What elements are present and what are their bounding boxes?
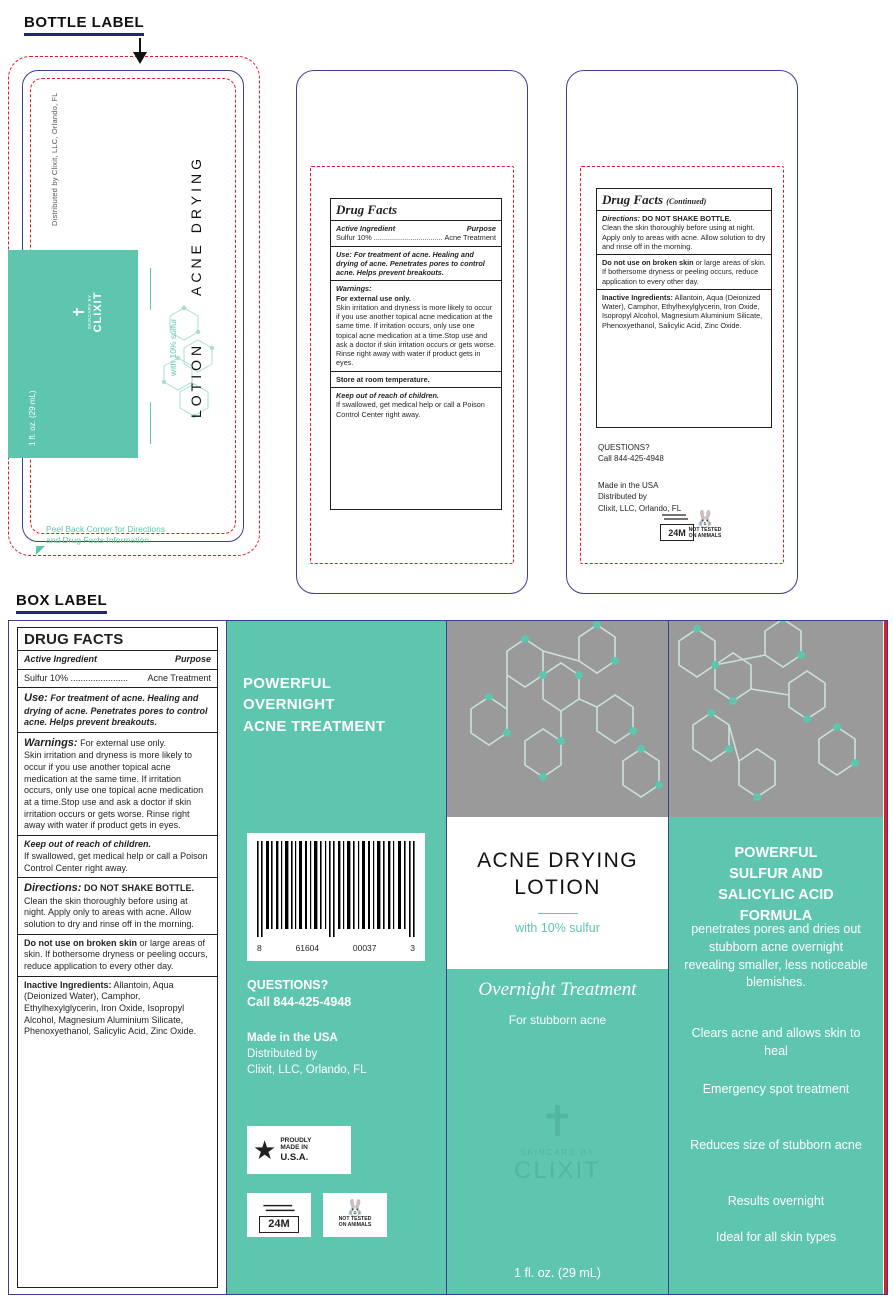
box-use-section	[18, 688, 217, 733]
usa-badge-line-3: U.S.A.	[280, 1152, 309, 1164]
drug-facts-continued-title-main: Drug Facts	[602, 192, 664, 207]
keep-out-text: If swallowed, get medical help or call a Poison Control Center right away.	[336, 400, 485, 419]
active-ingredient-value: Sulfur 10% ..................................	[336, 233, 443, 243]
barcode-digit-right: 3	[410, 943, 415, 953]
box-distributed-line: Distributed by	[247, 1047, 318, 1060]
bottle-distributed-line: Distributed by	[598, 492, 647, 502]
box-benefits-headline-4: FORMULA	[739, 908, 813, 925]
directions-bold: DO NOT SHAKE BOTTLE.	[640, 214, 732, 223]
bottle-label-heading: BOTTLE LABEL	[24, 14, 144, 36]
active-ingredient-label: Active Ingredient	[336, 224, 396, 233]
box-questions-label: QUESTIONS?	[247, 978, 329, 992]
barcode-digit-group-1: 61604	[295, 943, 320, 953]
box-active-ingredient	[18, 651, 217, 670]
peel-line-2: and Drug Facts Information	[46, 535, 149, 546]
box-warnings-text: Skin irritation and dryness is more likely to occur if you use another topical acne medication at the same time. If irritation occurs, only use one topical acne medication at a time.Stop use and ask a doctor if skin irritation occurs or gets worse. Rinse right away with water if product gets in eyes.	[24, 750, 204, 831]
box-drug-facts-box	[17, 627, 218, 1288]
bottle-drug-facts-continued-box	[596, 188, 772, 428]
bunny-line-1: NOT TESTED	[688, 527, 722, 533]
box-benefits-panel	[669, 621, 883, 1294]
box-front-panel	[447, 621, 669, 1294]
bunny-glyph-icon: 🐰	[695, 511, 715, 528]
box-bunny-line-1: NOT TESTED	[338, 1216, 372, 1223]
box-period-after-opening-icon	[247, 1193, 311, 1237]
peel-line-1: Peel Back Corner for Directions	[46, 524, 166, 534]
box-warnings-heading: Warnings:	[24, 737, 78, 750]
warnings-text: Skin irritation and dryness is more likely to occur if you use another topical acne medication at the same time. If irritation occurs, only use one topical acne medication at a time.Stop use and ask a doctor if skin irritation occurs or gets worse. Rinse right away with water if product gets in eyes.	[336, 302, 496, 368]
box-keep-out-heading: Keep out of reach of children.	[24, 839, 152, 850]
box-benefits-headline-2: SULFUR AND	[729, 866, 823, 883]
box-keep-out-text: If swallowed, get medical help or call a Poison Control Center right away.	[24, 850, 208, 873]
drug-facts-keep-out	[331, 388, 501, 422]
box-do-not-use-section	[18, 935, 217, 977]
box-benefits-headline	[669, 843, 883, 927]
box-front-logo-name: CLIXIT	[514, 1157, 601, 1184]
box-panels-group	[8, 620, 888, 1295]
drug-facts-warnings	[331, 281, 501, 371]
box-front-overnight-text: Overnight Treatment	[478, 979, 637, 1000]
period-after-opening-24m-icon: 24M	[660, 524, 694, 541]
warnings-heading: Warnings:	[336, 284, 372, 294]
box-bunny-line-2: ON ANIMALS	[338, 1222, 372, 1228]
barcode-digits	[255, 943, 417, 953]
box-purpose-value: Acne Treatment	[147, 672, 211, 683]
box-warnings-section	[18, 733, 217, 836]
inactive-heading: Inactive Ingredients:	[602, 292, 673, 302]
inactive-text: Allantoin, Aqua (Deionized Water), Camphor, Ethylhexylglycerin, Iron Oxide, Isopropyl Alcohol, Magnesium Aluminium Silicate, Phenoxyethanol, Salicylic Acid, Zinc Oxide.	[602, 292, 763, 330]
box-active-ingredient-value-row	[18, 670, 217, 689]
drug-facts-use	[331, 247, 501, 282]
box-directions-heading: Directions:	[24, 882, 82, 895]
jar-lid-icon	[261, 1202, 297, 1214]
box-panel2-headline-2: OVERNIGHT	[243, 696, 335, 714]
box-purpose-label: Purpose	[174, 654, 211, 664]
peel-corner-icon	[36, 546, 45, 555]
barcode-digit-left: 8	[257, 943, 262, 953]
box-benefits-molecule-art	[669, 621, 883, 817]
peel-arrow-icon	[133, 52, 147, 64]
drug-facts-do-not-use	[597, 255, 771, 290]
box-front-divider	[538, 913, 578, 914]
drug-facts-storage	[331, 372, 501, 388]
box-made-line: Made in the USA	[247, 1032, 338, 1044]
box-benefit-item-5: Ideal for all skin types	[715, 1230, 837, 1244]
bottle-questions-label: QUESTIONS?	[598, 443, 650, 452]
molecule-art-icon	[447, 621, 668, 817]
bottle-front-overnight-text: Overnight Treatment	[38, 129, 53, 246]
box-benefits-description: penetrates pores and dries out stubborn acne overnight revealing smaller, less noticeable blemishes.	[684, 922, 868, 990]
box-use-heading: Use:	[24, 692, 48, 705]
drug-facts-active-ingredient	[331, 221, 501, 247]
box-panel2-headline	[243, 673, 385, 737]
made-in-usa-text	[280, 1137, 311, 1164]
do-not-use-heading: Do not use on broken skin	[602, 258, 694, 268]
box-questions-block	[247, 977, 351, 1011]
box-front-logo	[447, 1098, 668, 1185]
bottle-front-net-contents: 1 fl. oz. (29 mL)	[28, 390, 37, 446]
bottle-front-logo-sub: SKINCARE BY	[87, 294, 92, 330]
directions-heading: Directions:	[602, 214, 641, 223]
keep-out-heading: Keep out of reach of children.	[336, 390, 439, 400]
box-warnings-sub: For external use only.	[77, 738, 166, 749]
box-active-ingredient-label: Active Ingredient	[24, 654, 98, 664]
box-label-heading: BOX LABEL	[16, 592, 107, 614]
box-inactive-heading: Inactive Ingredients:	[24, 979, 112, 990]
box-directions-section	[18, 878, 217, 934]
box-use-text: For treatment of acne. Healing and drying of acne. Penetrates pores to control acne. Helps prevent breakouts.	[24, 693, 208, 728]
barcode-bars-icon	[255, 841, 417, 937]
box-do-not-use-text: or large areas of skin. If bothersome dryness or peeling occurs, reduce application to every other day.	[24, 937, 208, 971]
do-not-use-text: or large areas of skin. If bothersome dryness or peeling occurs, reduce application to every other day.	[602, 258, 766, 286]
molecule-art-2-icon	[669, 621, 883, 817]
upc-barcode	[247, 833, 425, 961]
drug-facts-inactive-ingredients	[597, 290, 771, 333]
box-front-logo-sub: SKINCARE BY	[520, 1147, 595, 1157]
usa-badge-line-2: MADE IN	[280, 1144, 308, 1152]
bottle-panels-group	[0, 46, 893, 566]
box-benefit-item-4: Results overnight	[727, 1194, 825, 1208]
box-do-not-use-heading: Do not use on broken skin	[24, 937, 138, 948]
drug-facts-continued-title	[597, 189, 771, 211]
box-24m-label: 24M	[259, 1216, 299, 1233]
box-front-sulfur-text: with 10% sulfur	[515, 921, 600, 935]
box-panel2-headline-1: POWERFUL	[243, 675, 332, 692]
storage-text: Store at room temperature.	[336, 374, 430, 384]
box-keep-out-section	[18, 836, 217, 878]
star-icon: ★	[253, 1135, 277, 1165]
box-front-title-line2: LOTION	[514, 876, 601, 900]
bottle-made-line: Made in the USA	[598, 481, 659, 490]
box-benefits-headline-3: SALICYLIC ACID	[718, 887, 834, 904]
bottle-front-rule-bottom	[150, 402, 151, 444]
box-benefit-item-2: Emergency spot treatment	[702, 1082, 850, 1096]
box-front-net-contents: 1 fl. oz. (29 mL)	[514, 1266, 601, 1280]
bottle-made-block	[598, 480, 681, 514]
clixit-cross-icon: ✝	[71, 305, 88, 319]
bottle-front-logo	[72, 290, 104, 334]
bottle-front-product-title-line2: LOTION	[188, 341, 204, 418]
drug-facts-directions	[597, 211, 771, 255]
warnings-subheading: For external use only.	[336, 293, 411, 303]
purpose-label: Purpose	[466, 224, 496, 233]
bottle-questions-phone: Call 844-425-4948	[598, 454, 664, 464]
box-front-product-title	[447, 847, 668, 902]
bottle-front-logo-name: CLIXIT	[92, 291, 104, 333]
bottle-front-sulfur-text: with 10% sulfur	[168, 318, 178, 376]
box-drug-facts-panel	[9, 621, 227, 1294]
box-not-tested-on-animals-icon	[323, 1193, 387, 1237]
drug-facts-continued-label: (Continued)	[666, 197, 707, 206]
purpose-value: Acne Treatment	[444, 233, 496, 243]
bottle-company-line: Clixit, LLC, Orlando, FL	[598, 503, 682, 513]
bottle-drug-facts-box	[330, 198, 502, 510]
box-front-title-line1: ACNE DRYING	[477, 849, 638, 872]
box-right-trim-edge	[884, 621, 887, 1294]
made-in-usa-badge	[247, 1126, 351, 1174]
bottle-questions-block	[598, 442, 664, 465]
box-benefit-item-3: Reduces size of stubborn acne	[690, 1138, 862, 1152]
use-text: For treatment of acne. Healing and drying of acne. Penetrates pores to control acne. Helps prevent breakouts.	[336, 249, 485, 278]
box-benefit-item-1: Clears acne and allows skin to heal	[691, 1026, 861, 1058]
bottle-front-distributor-text: Distributed by Clixit, LLC, Orlando, FL	[50, 92, 59, 226]
box-barcode-panel	[227, 621, 447, 1294]
drug-facts-title: Drug Facts	[331, 199, 501, 221]
box-company-line: Clixit, LLC, Orlando, FL	[247, 1063, 367, 1076]
box-directions-bold: DO NOT SHAKE BOTTLE.	[81, 883, 194, 894]
box-front-molecule-art	[447, 621, 668, 817]
box-questions-phone: Call 844-425-4948	[247, 994, 352, 1009]
box-front-stubborn-text: For stubborn acne	[508, 1013, 607, 1027]
bottle-front-stubborn-text: For stubborn acne	[56, 168, 67, 246]
box-drug-facts-title: DRUG FACTS	[18, 628, 217, 651]
barcode-digit-group-2: 00037	[352, 943, 377, 953]
box-bunny-glyph-icon: 🐰	[345, 1200, 365, 1218]
box-directions-text: Clean the skin thoroughly before using at night. Apply only to areas with acne. Allow solution to dry and rinse off in the morning.	[24, 895, 194, 929]
box-active-ingredient-value: Sulfur 10% .......................	[24, 672, 129, 683]
box-inactive-section	[18, 977, 217, 1041]
directions-text: Clean the skin thoroughly before using at night. Apply only to areas with acne. Allow solution to dry and rinse off in the morning.	[602, 223, 766, 251]
usa-badge-line-1: PROUDLY	[280, 1136, 312, 1144]
bottle-front-peel-instructions	[46, 524, 226, 547]
box-bunny-mark	[325, 1201, 385, 1229]
use-heading: Use:	[336, 249, 352, 259]
bottle-front-product-title-line1: ACNE DRYING	[188, 155, 204, 296]
box-made-block	[247, 1031, 367, 1079]
box-inactive-text: Allantoin, Aqua (Deionized Water), Camphor, Ethylhexylglycerin, Iron Oxide, Isopropyl Alcohol, Magnesium Aluminium Silicate, Phenoxyethanol, Salicylic Acid, Zinc Oxide.	[24, 979, 197, 1037]
not-tested-on-animals-icon	[682, 512, 728, 540]
box-benefits-headline-1: POWERFUL	[734, 845, 818, 861]
box-clixit-cross-icon: ✝	[539, 1098, 576, 1145]
bottle-front-rule-top	[150, 268, 151, 310]
box-panel2-headline-3: ACNE TREATMENT	[243, 717, 386, 735]
bunny-line-2: ON ANIMALS	[688, 532, 722, 539]
